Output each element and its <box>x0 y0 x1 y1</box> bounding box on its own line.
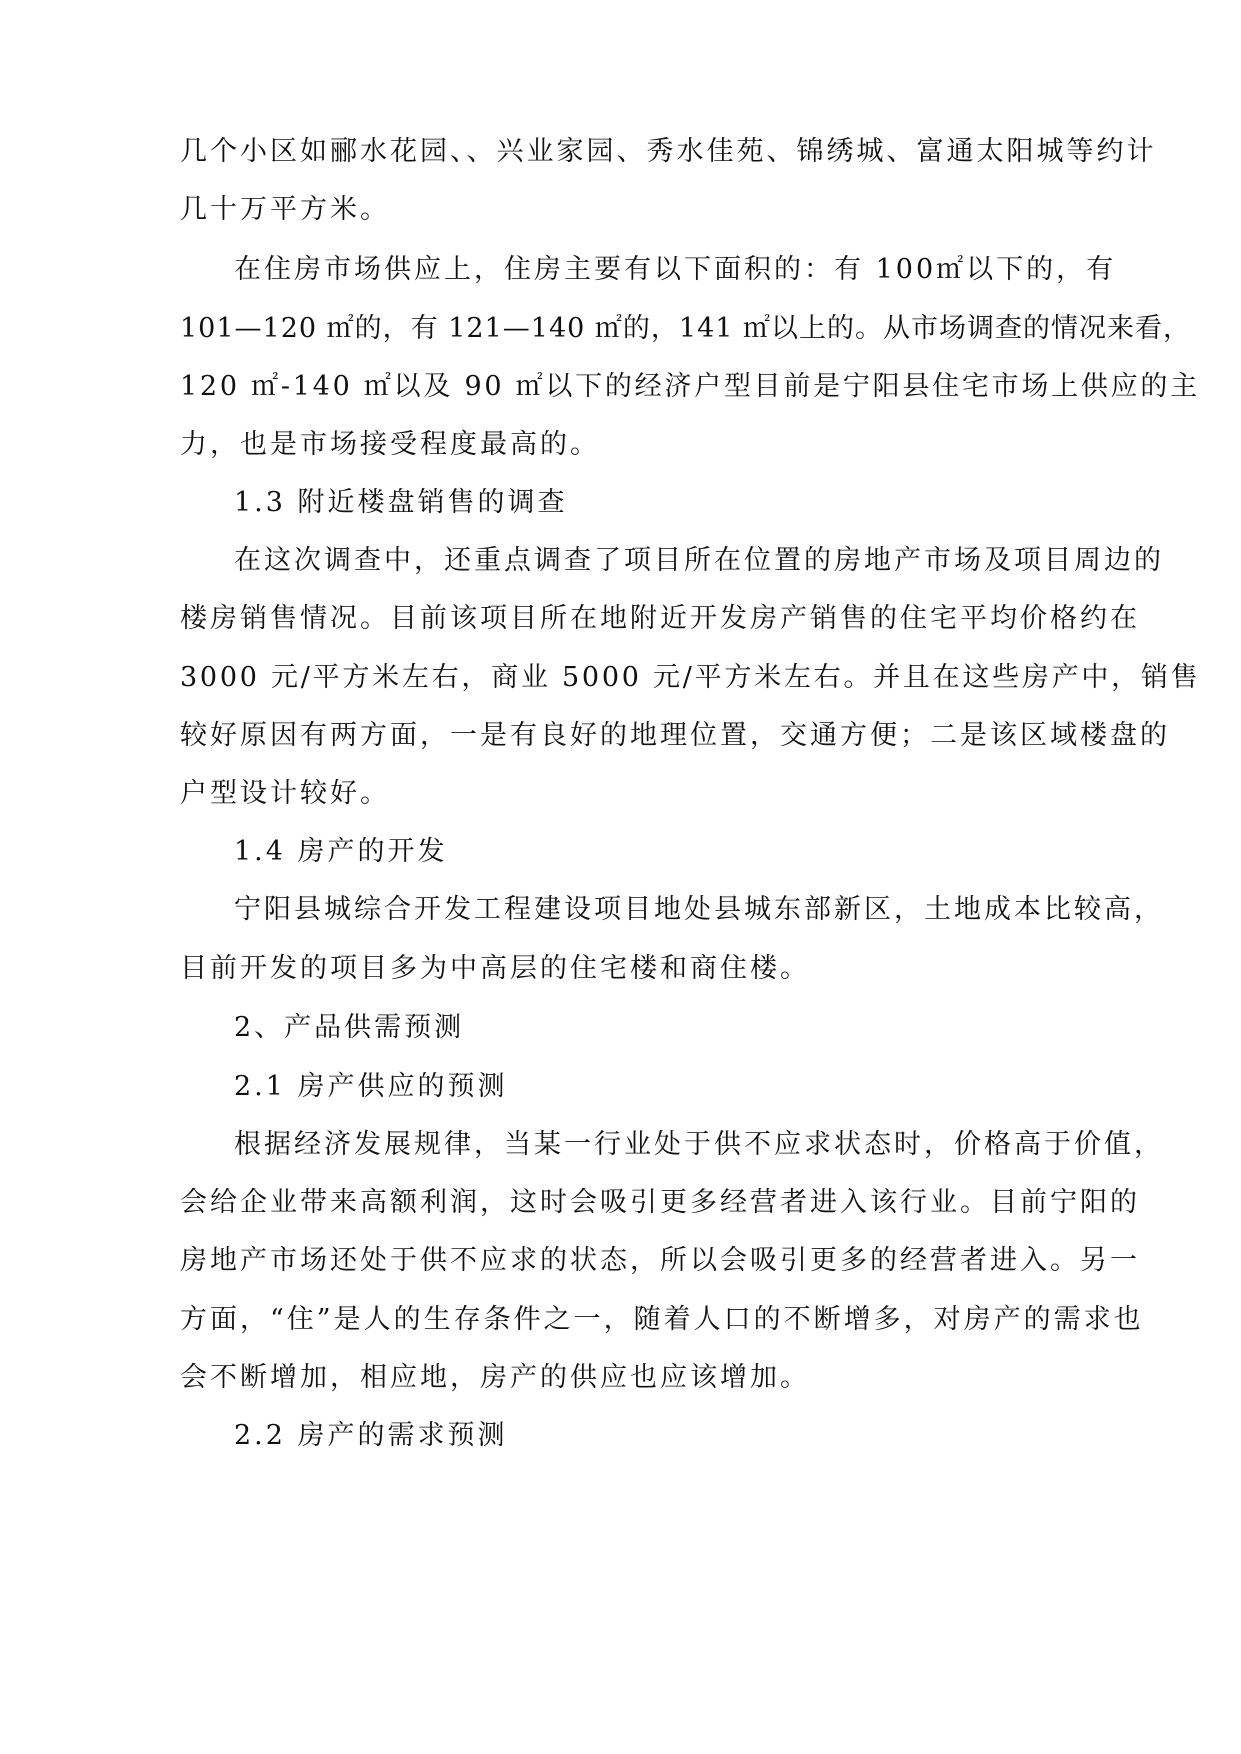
text-line: 方面，“住”是人的生存条件之一，随着人口的不断增多，对房产的需求也 <box>180 1304 1144 1335</box>
section-heading: 2、产品供需预测 <box>234 1012 465 1043</box>
text-line: 户型设计较好。 <box>180 778 390 809</box>
text-line: 根据经济发展规律，当某一行业处于供不应求状态时，价格高于价值， <box>234 1129 1164 1160</box>
text-line: 目前开发的项目多为中高层的住宅楼和商住楼。 <box>180 953 810 984</box>
section-heading: 1.4 房产的开发 <box>234 836 448 867</box>
text-line: 力，也是市场接受程度最高的。 <box>180 429 600 460</box>
text-line: 宁阳县城综合开发工程建设项目地处县城东部新区，土地成本比较高， <box>234 894 1164 925</box>
text-line: 会不断增加，相应地，房产的供应也应该增加。 <box>180 1362 810 1393</box>
text-line: 房地产市场还处于供不应求的状态，所以会吸引更多的经营者进入。另一 <box>180 1245 1140 1276</box>
text-line: 会给企业带来高额利润，这时会吸引更多经营者进入该行业。目前宁阳的 <box>180 1187 1140 1218</box>
text-line: 几个小区如郦水花园、、兴业家园、秀水佳苑、锦绣城、富通太阳城等约计 <box>180 136 1157 167</box>
text-line: 楼房销售情况。目前该项目所在地附近开发房产销售的住宅平均价格约在 <box>180 603 1140 634</box>
text-line: 在这次调查中，还重点调查了项目所在位置的房地产市场及项目周边的 <box>234 545 1164 576</box>
section-heading: 2.1 房产供应的预测 <box>234 1071 508 1102</box>
text-line: 101—120 ㎡的，有 121—140 ㎡的，141 ㎡以上的。从市场调查的情况来看， <box>180 313 1192 344</box>
section-heading: 1.3 附近楼盘销售的调查 <box>234 487 568 518</box>
section-heading: 2.2 房产的需求预测 <box>234 1420 508 1451</box>
text-line: 较好原因有两方面，一是有良好的地理位置，交通方便；二是该区域楼盘的 <box>180 720 1170 751</box>
text-line: 120 ㎡-140 ㎡以及 90 ㎡以下的经济户型目前是宁阳县住宅市场上供应的主 <box>180 371 1200 402</box>
text-line: 几十万平方米。 <box>180 194 390 225</box>
text-line: 3000 元/平方米左右，商业 5000 元/平方米左右。并且在这些房产中，销售 <box>180 662 1201 693</box>
text-line: 在住房市场供应上，住房主要有以下面积的：有 100㎡以下的，有 <box>234 254 1117 285</box>
